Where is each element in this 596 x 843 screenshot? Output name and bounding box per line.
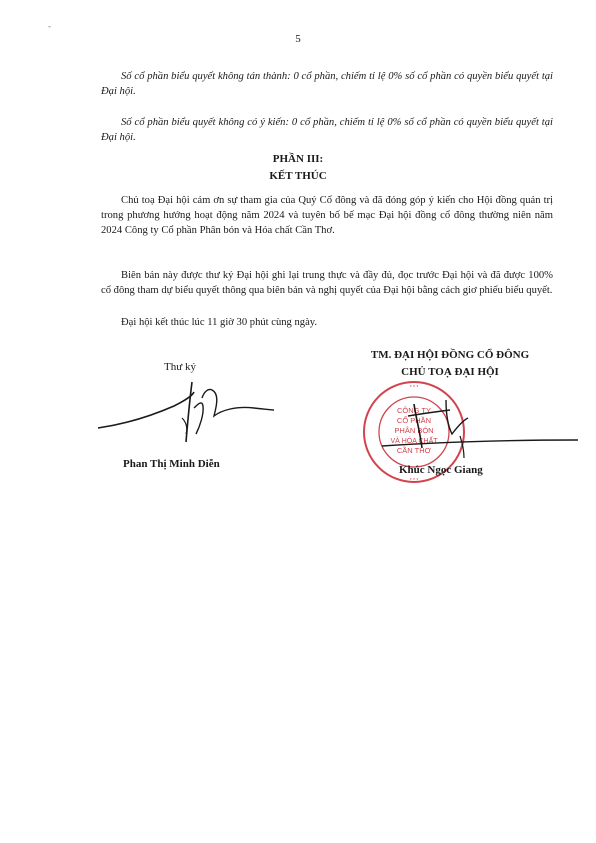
svg-text:* * *: * * * [409, 478, 419, 484]
minutes-paragraph: Biên bản này được thư ký Đại hội ghi lại trung thực và đầy đủ, đọc trước Đại hội và đã được 100% cổ đông tham dự biểu quyết thông qua biên bản và nghị quyết của Đại hội bằng cách giơ phiếu biểu quyết. [101, 270, 553, 296]
closing-paragraph: Chủ toạ Đại hội cám ơn sự tham gia của Quý Cổ đông và đã đóng góp ý kiến cho Hội đồng quản trị trong phương hướng hoạt động năm 2024 và tuyên bố bế mạc Đại hội đồng cổ đông thường niên năm 2024 Công ty Cổ phần Phân bón và Hóa chất Cần Thơ. [101, 195, 553, 236]
secretary-name: Phan Thị Minh Diễn [123, 458, 220, 470]
stamp-line-3: PHÂN BÓN [394, 426, 434, 435]
secretary-label: Thư ký [164, 361, 196, 373]
stamp-line-4: VÀ HÓA CHẤT [390, 438, 438, 445]
stamp-line-2: CỔ PHẦN [396, 416, 432, 425]
section-part: PHẦN III: [272, 153, 324, 165]
section-title: KẾT THÚC [269, 170, 327, 182]
secretary-signature [96, 378, 276, 456]
chair-name: Khúc Ngọc Giang [399, 464, 483, 476]
stamp-line-5: CẦN THƠ [396, 446, 432, 455]
chair-signature [380, 396, 580, 468]
stamp-line-1: CÔNG TY [396, 406, 432, 415]
svg-text:* * *: * * * [409, 385, 419, 391]
scan-mark: - [48, 21, 51, 31]
end-time-paragraph: Đại hội kết thúc lúc 11 giờ 30 phút cùng ngày. [121, 317, 318, 328]
vote-abstain-paragraph: Số cổ phần biểu quyết không có ý kiến: 0 cổ phần, chiếm tỉ lệ 0% số cổ phần có quyền biểu quyết tại Đại hội. [101, 117, 553, 143]
vote-against-paragraph: Số cổ phần biểu quyết không tán thành: 0 cổ phần, chiếm tỉ lệ 0% số cổ phần có quyền biểu quyết tại Đại hội. [101, 71, 553, 97]
page-number: 5 [295, 33, 301, 45]
chair-role-label: CHỦ TOẠ ĐẠI HỘI [401, 366, 499, 378]
org-label: TM. ĐẠI HỘI ĐỒNG CỔ ĐÔNG [370, 349, 530, 361]
